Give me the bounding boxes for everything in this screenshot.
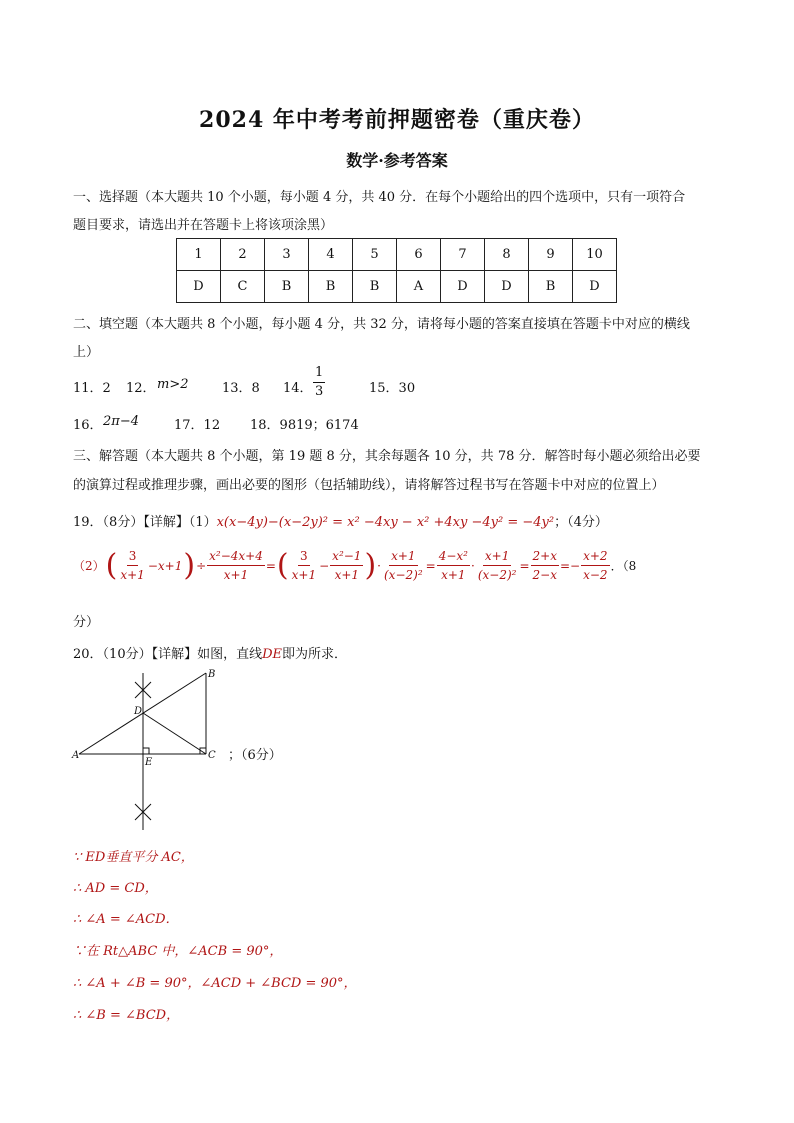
operator: = (519, 558, 530, 573)
answer-q13: 13．8 (222, 381, 260, 396)
paren-close: ) (183, 547, 196, 583)
fraction (207, 547, 265, 584)
denominator: (x−2)² (477, 568, 517, 582)
section1-heading-line2: 题目要求，请选出并在答题卡上将该项涂黑） (73, 218, 334, 233)
table-cell: 6 (397, 239, 441, 271)
numerator: 3 (127, 547, 139, 566)
denominator: x+1 (223, 568, 249, 582)
table-cell: 3 (265, 239, 309, 271)
answer-q14-label: 14． (283, 381, 313, 396)
answer-q12: m>2 (157, 377, 189, 392)
paren-open: ( (276, 547, 289, 583)
table-cell: 8 (485, 239, 529, 271)
fraction (581, 547, 609, 584)
fraction (437, 547, 470, 584)
label-d: D (134, 706, 143, 717)
q20-step-3: ∴ ∠A = ∠ACD． (73, 912, 179, 927)
answer-q11: 11．2 (73, 381, 111, 396)
section1-heading-line1: 一、选择题（本大题共 10 个小题，每小题 4 分，共 40 分．在每个小题给出的四个选项中，只有一项符合 (73, 190, 686, 205)
label-b: B (208, 669, 216, 680)
numerator: x+1 (483, 547, 511, 566)
fraction (330, 547, 363, 584)
denominator: x+1 (441, 568, 466, 582)
answer-table-answer-row (177, 271, 617, 303)
q20-de: DE (262, 647, 283, 662)
q19-part1-expression: x(x−4y)−(x−2y)² = x² −4xy − x² +4xy −4y² = −4y² (216, 515, 555, 530)
segment-dc (143, 713, 206, 754)
answer-q12-label: 12． (126, 381, 156, 396)
denominator: x+1 (120, 568, 145, 582)
table-cell: 7 (441, 239, 485, 271)
page-subtitle: 数学·参考答案 (346, 151, 448, 170)
table-cell: B (309, 271, 353, 303)
denominator: x−2 (583, 568, 608, 582)
operator: = (265, 558, 276, 573)
q20-step-4: ∵在 Rt△ABC 中，∠ACB = 90°， (73, 944, 283, 959)
answer-q16: 2π−4 (103, 414, 139, 429)
q20-figure-score: ；（6分） (228, 748, 282, 763)
answer-table (176, 238, 617, 303)
q20-prefix: 20．（10分）【详解】如图，直线 (73, 647, 263, 662)
table-cell: A (397, 271, 441, 303)
q20-step-2: ∴ AD = CD， (73, 881, 158, 896)
label-a: A (72, 750, 80, 761)
paren-open: ( (105, 547, 118, 583)
operator: · (377, 558, 381, 573)
table-cell: 9 (529, 239, 573, 271)
answer-q16-label: 16． (73, 418, 103, 433)
section2-heading-line2: 上） (73, 345, 100, 360)
q19-line1 (73, 511, 608, 530)
denominator: (x−2)² (384, 568, 423, 582)
table-cell: 5 (353, 239, 397, 271)
label-e: E (145, 757, 153, 768)
q20-step-1: ∵ ED垂直平分 AC， (73, 850, 194, 865)
section3-heading-line1: 三、解答题（本大题共 8 个小题，第 19 题 8 分，其余每题各 10 分，共 78 分．解答时每小题必须给出必要 (73, 449, 701, 464)
fraction (476, 547, 519, 584)
fraction (290, 547, 318, 584)
table-cell: 2 (221, 239, 265, 271)
numerator: 2+x (531, 547, 559, 566)
fraction (382, 547, 425, 584)
q20-line1 (73, 643, 347, 662)
table-cell: 1 (177, 239, 221, 271)
denominator: 2−x (532, 568, 557, 582)
table-cell: C (221, 271, 265, 303)
section2-heading-line1: 二、填空题（本大题共 8 个小题，每小题 4 分，共 32 分，请将每小题的答案直接填在答题卡中对应的横线 (73, 317, 690, 332)
denominator: 3 (315, 384, 324, 399)
table-cell: B (529, 271, 573, 303)
q19-prefix: 19．（8分）【详解】（1） (73, 515, 217, 530)
table-cell: 4 (309, 239, 353, 271)
answer-table-number-row (177, 239, 617, 271)
answer-q17: 17．12 (174, 418, 221, 433)
q19-part1-score: ；（4分） (554, 515, 608, 530)
numerator: 1 (313, 364, 325, 383)
section3-heading-line2: 的演算过程或推理步骤，画出必要的图形（包括辅助线），请将解答过程书写在答题卡中对应的位置上） (73, 478, 665, 493)
fraction (531, 547, 559, 584)
operator: − (319, 558, 330, 573)
table-cell: 10 (573, 239, 617, 271)
numerator: 4−x² (437, 547, 470, 566)
table-cell: B (265, 271, 309, 303)
q20-step-5: ∴ ∠A + ∠B = 90°，∠ACD + ∠BCD = 90°， (73, 976, 357, 991)
operator: =− (559, 558, 581, 573)
paren-close: ) (364, 547, 377, 583)
denominator: x+1 (334, 568, 360, 582)
fraction (313, 364, 325, 401)
numerator: x²−4x+4 (207, 547, 265, 566)
q20-step-6: ∴ ∠B = ∠BCD， (73, 1008, 180, 1023)
operator: ÷ (196, 558, 207, 573)
table-cell: D (573, 271, 617, 303)
table-cell: D (485, 271, 529, 303)
operator: · (470, 558, 475, 573)
denominator: x+1 (291, 568, 317, 582)
q19-part2-label: （2） (73, 559, 105, 573)
table-cell: D (177, 271, 221, 303)
page-title: 2024 年中考考前押题密卷（重庆卷） (199, 107, 595, 133)
q20-figure (68, 668, 228, 836)
fraction (118, 547, 146, 584)
label-c: C (208, 750, 216, 761)
q19-part2-score-cont: 分） (73, 615, 100, 630)
table-cell: B (353, 271, 397, 303)
operator: = (425, 558, 436, 573)
table-cell: D (441, 271, 485, 303)
numerator: x+2 (581, 547, 609, 566)
numerator: x+1 (389, 547, 417, 566)
answer-q14-fraction (313, 364, 325, 401)
q19-part2-score: ．（8 (610, 559, 637, 573)
numerator: 3 (298, 547, 310, 566)
answer-q18: 18．9819；6174 (250, 418, 359, 433)
numerator: x²−1 (330, 547, 363, 566)
answer-q15: 15．30 (369, 381, 416, 396)
q19-part2 (73, 547, 636, 584)
right-angle-mark-e (143, 748, 149, 754)
q20-suffix: 即为所求． (282, 647, 348, 662)
expr-term: −x+1 (147, 558, 183, 573)
